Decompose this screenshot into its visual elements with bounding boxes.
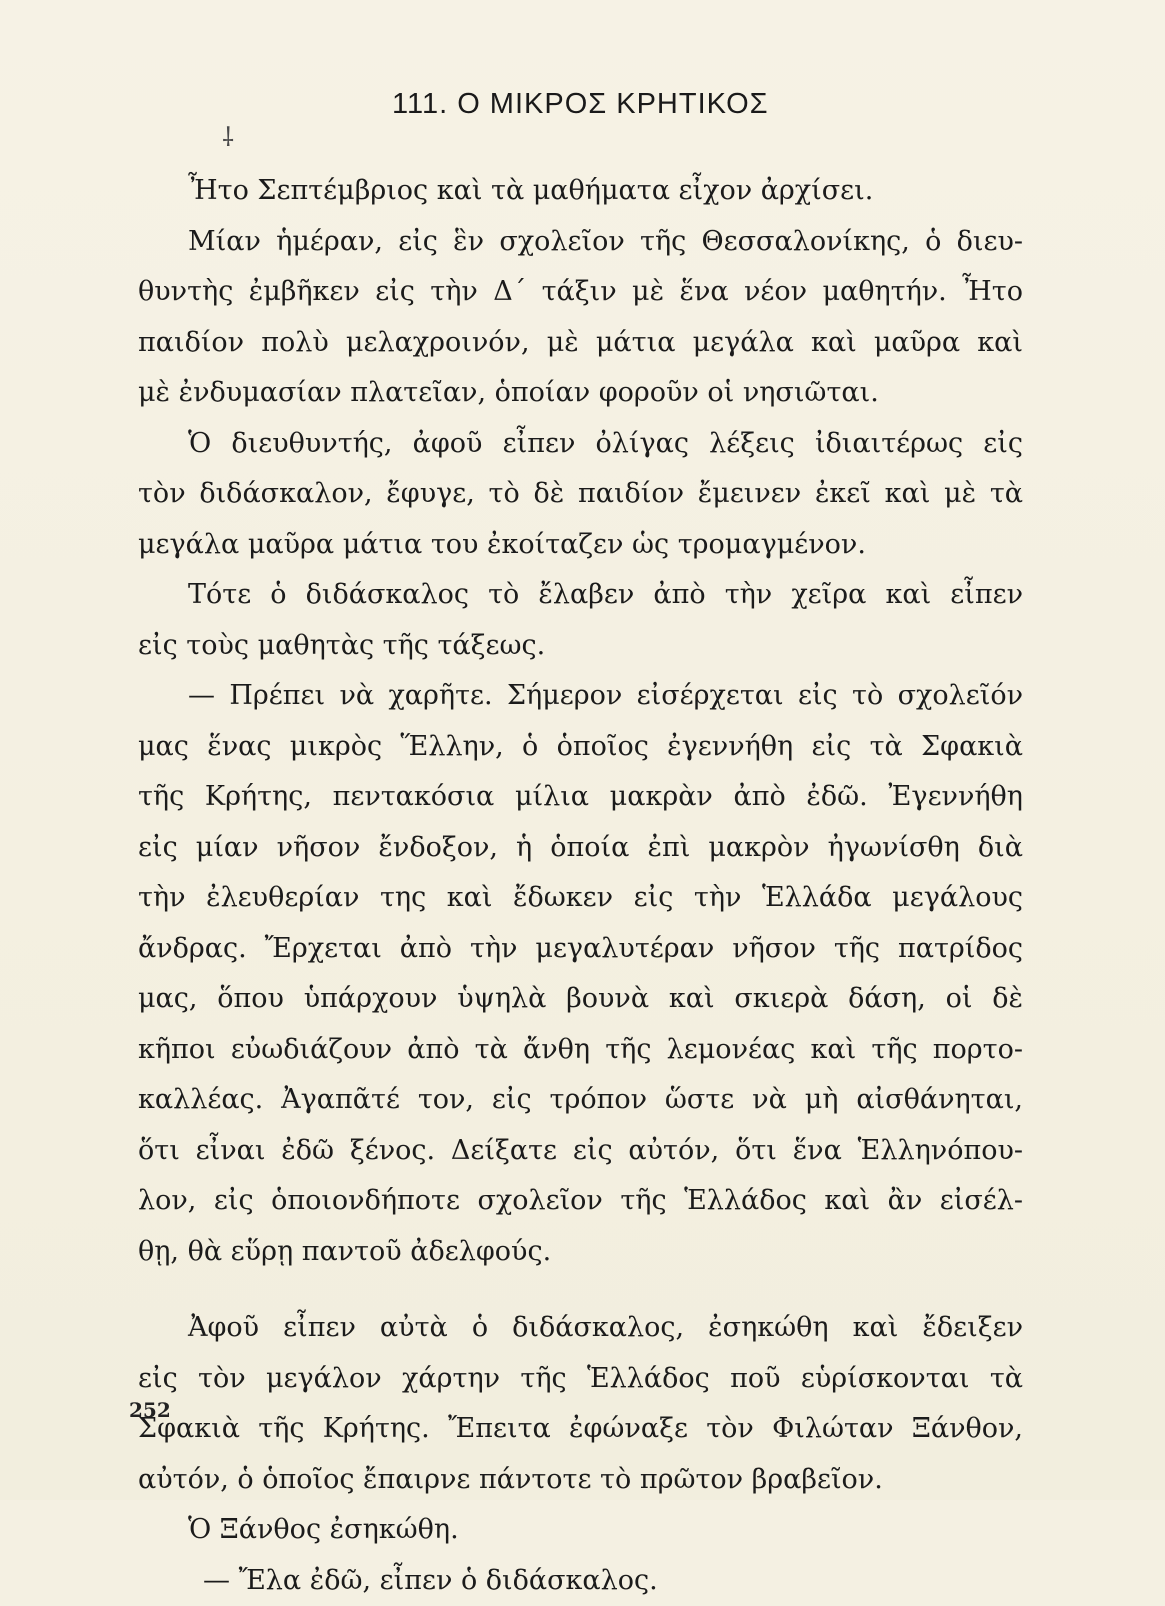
text-line: καλλέας. Ἀγαπᾶτέ τον, εἰς τρόπον ὥστε νὰ μὴ αἰσθάνηται, — [138, 1075, 1023, 1126]
text-line: τὴν ἐλευθερίαν της καὶ ἔδωκεν εἰς τὴν Ἑλλάδα μεγάλους — [138, 873, 1023, 924]
text-line: τὸν διδάσκαλον, ἔφυγε, τὸ δὲ παιδίον ἔμεινεν ἐκεῖ καὶ μὲ τὰ — [138, 469, 1023, 520]
page-number: 252 — [129, 1398, 171, 1422]
text-line: Τότε ὁ διδάσκαλος τὸ ἔλαβεν ἀπὸ τὴν χεῖρα καὶ εἶπεν — [138, 570, 1023, 621]
text-line: εἰς μίαν νῆσον ἔνδοξον, ἡ ὁποία ἐπὶ μακρὸν ἠγωνίσθη διὰ — [138, 823, 1023, 874]
chapter-body — [138, 166, 1023, 1606]
text-line: Ὁ διευθυντής, ἀφοῦ εἶπεν ὀλίγας λέξεις ἰδιαιτέρως εἰς — [138, 419, 1023, 470]
margin-mark: ⸸ — [222, 118, 234, 154]
chapter-title: 111. Ο ΜΙΚΡΟΣ ΚΡΗΤΙΚΟΣ — [392, 88, 769, 121]
paragraph-gap — [138, 1277, 1023, 1303]
text-line: μὲ ἐνδυμασίαν πλατεῖαν, ὁποίαν φοροῦν οἱ νησιῶται. — [138, 368, 1023, 419]
text-line: — Πρέπει νὰ χαρῆτε. Σήμερον εἰσέρχεται εἰς τὸ σχολεῖόν — [138, 671, 1023, 722]
text-line: μας, ὅπου ὑπάρχουν ὑψηλὰ βουνὰ καὶ σκιερὰ δάση, οἱ δὲ — [138, 974, 1023, 1025]
text-line: Ἀφοῦ εἶπεν αὐτὰ ὁ διδάσκαλος, ἐσηκώθη καὶ ἔδειξεν — [138, 1303, 1023, 1354]
text-line: Ὁ Ξάνθος ἐσηκώθη. — [138, 1505, 1023, 1556]
text-line: εἰς τοὺς μαθητὰς τῆς τάξεως. — [138, 621, 1023, 672]
text-line: λον, εἰς ὁποιονδήποτε σχολεῖον τῆς Ἑλλάδος καὶ ἂν εἰσέλ- — [138, 1176, 1023, 1227]
text-line: θυντὴς ἐμβῆκεν εἰς τὴν Δ΄ τάξιν μὲ ἕνα νέον μαθητήν. Ἦτο — [138, 267, 1023, 318]
text-line: αὐτόν, ὁ ὁποῖος ἔπαιρνε πάντοτε τὸ πρῶτον βραβεῖον. — [138, 1455, 1023, 1506]
text-line: Σφακιὰ τῆς Κρήτης. Ἔπειτα ἐφώναξε τὸν Φιλώταν Ξάνθον, — [138, 1404, 1023, 1455]
text-line: τῆς Κρήτης, πεντακόσια μίλια μακρὰν ἀπὸ ἐδῶ. Ἐγεννήθη — [138, 772, 1023, 823]
text-line: εἰς τὸν μεγάλον χάρτην τῆς Ἑλλάδος ποῦ εὑρίσκονται τὰ — [138, 1354, 1023, 1405]
text-line: μεγάλα μαῦρα μάτια του ἐκοίταζεν ὡς τρομαγμένον. — [138, 520, 1023, 571]
text-line: ἄνδρας. Ἔρχεται ἀπὸ τὴν μεγαλυτέραν νῆσον τῆς πατρίδος — [138, 924, 1023, 975]
text-line: Μίαν ἡμέραν, εἰς ἓν σχολεῖον τῆς Θεσσαλονίκης, ὁ διευ- — [138, 217, 1023, 268]
text-line: παιδίον πολὺ μελαχροινόν, μὲ μάτια μεγάλα καὶ μαῦρα καὶ — [138, 318, 1023, 369]
text-line: ὅτι εἶναι ἐδῶ ξένος. Δείξατε εἰς αὐτόν, ὅτι ἕνα Ἑλληνόπου- — [138, 1126, 1023, 1177]
text-line: — Ἔλα ἐδῶ, εἶπεν ὁ διδάσκαλος. — [138, 1556, 1023, 1606]
text-line: κῆποι εὐωδιάζουν ἀπὸ τὰ ἄνθη τῆς λεμονέας καὶ τῆς πορτο- — [138, 1025, 1023, 1076]
text-line: Ἦτο Σεπτέμβριος καὶ τὰ μαθήματα εἶχον ἀρχίσει. — [138, 166, 1023, 217]
text-line: μας ἕνας μικρὸς Ἕλλην, ὁ ὁποῖος ἐγεννήθη εἰς τὰ Σφακιὰ — [138, 722, 1023, 773]
text-line: θῃ, θὰ εὕρῃ παντοῦ ἀδελφούς. — [138, 1227, 1023, 1278]
